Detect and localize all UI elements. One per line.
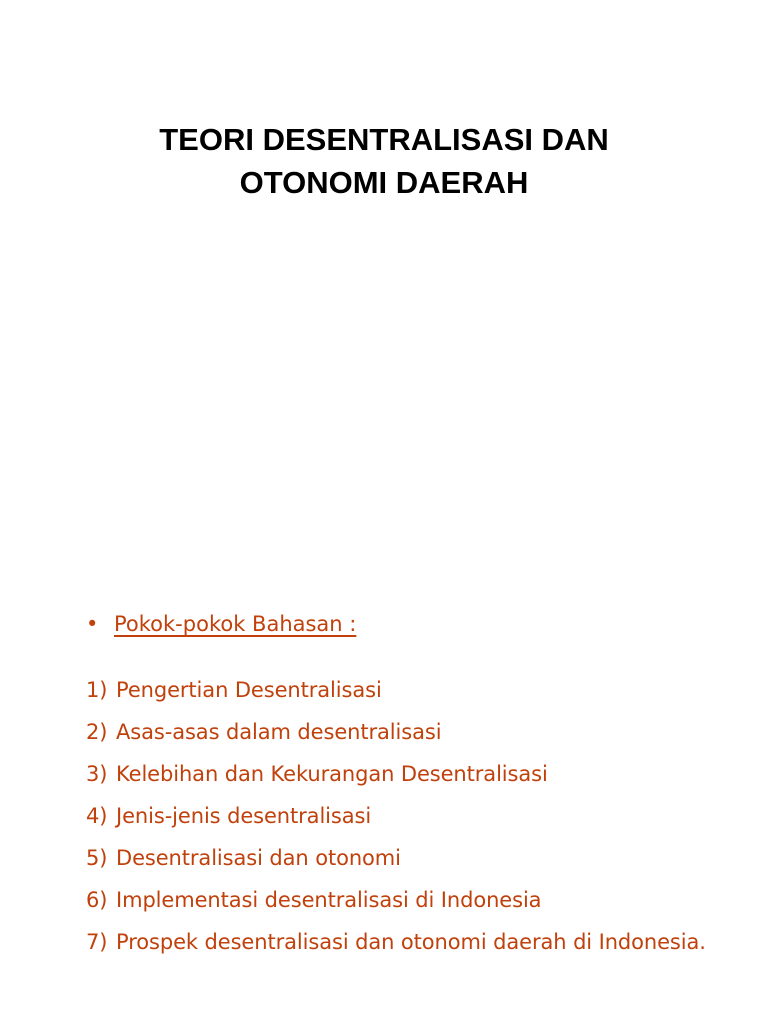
list-item-number: 7): [86, 930, 108, 954]
list-item-number: 5): [86, 846, 108, 870]
title-line-2: OTONOMI DAERAH: [239, 165, 529, 200]
list-item-number: 2): [86, 720, 108, 744]
list-item-text: Pengertian Desentralisasi: [116, 678, 382, 702]
slide-title: [84, 118, 684, 204]
topics-section: [86, 606, 746, 970]
list-item: [86, 676, 746, 704]
list-item-text: Prospek desentralisasi dan otonomi daerah di Indonesia.: [116, 930, 706, 954]
list-item-text: Implementasi desentralisasi di Indonesia: [116, 888, 542, 912]
list-item: [86, 760, 746, 788]
list-item-number: 1): [86, 678, 108, 702]
topic-list: [86, 676, 746, 956]
list-item: [86, 844, 746, 872]
list-item-number: 4): [86, 804, 108, 828]
list-item: [86, 928, 746, 956]
section-heading-row: [86, 606, 746, 642]
bullet-icon: •: [86, 612, 99, 636]
list-item-text: Desentralisasi dan otonomi: [116, 846, 401, 870]
list-item: [86, 802, 746, 830]
list-item: [86, 886, 746, 914]
list-item-text: Jenis-jenis desentralisasi: [116, 804, 372, 828]
section-heading: Pokok-pokok Bahasan :: [114, 612, 357, 636]
title-line-1: TEORI DESENTRALISASI DAN: [159, 122, 609, 157]
list-item-number: 3): [86, 762, 108, 786]
list-item-text: Asas-asas dalam desentralisasi: [116, 720, 442, 744]
list-item: [86, 718, 746, 746]
list-item-text: Kelebihan dan Kekurangan Desentralisasi: [116, 762, 548, 786]
list-item-number: 6): [86, 888, 108, 912]
